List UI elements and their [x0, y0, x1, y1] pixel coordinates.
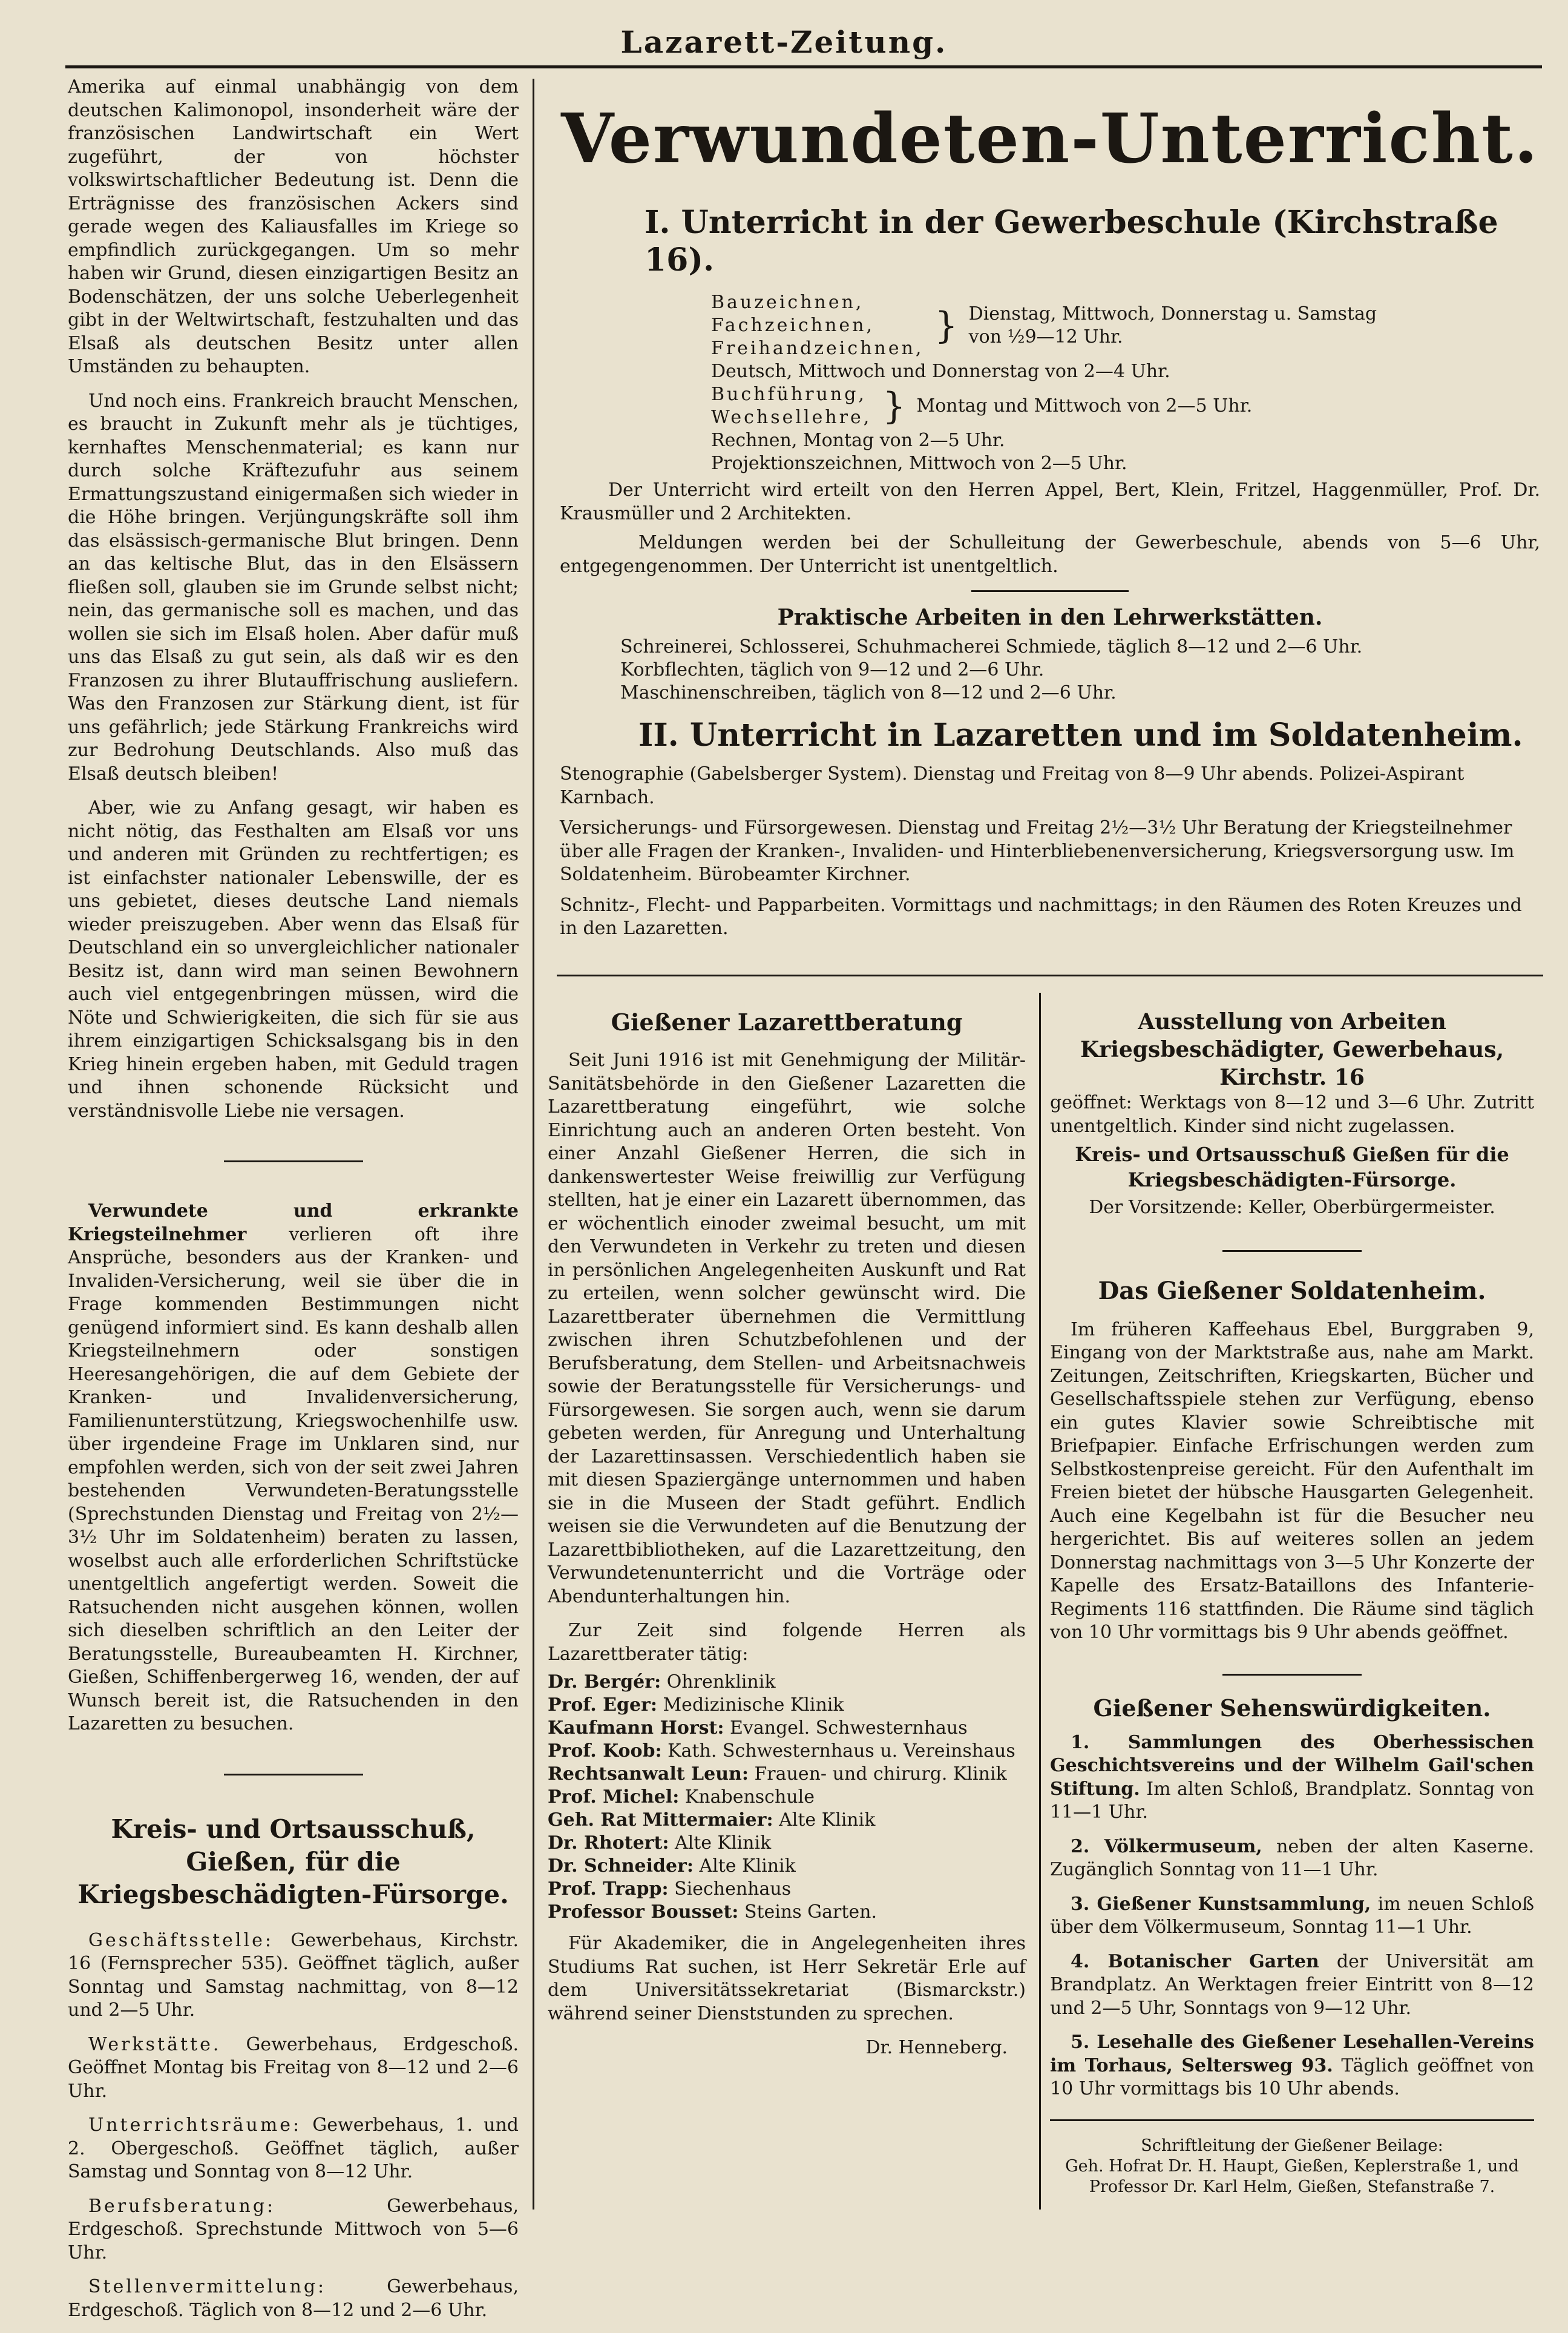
course-time: Montag und Mittwoch von 2—5 Uhr.: [916, 395, 1253, 416]
advisor-name: Rechtsanwalt Leun:: [548, 1763, 749, 1785]
advisor-place: Alte Klinik: [779, 1809, 876, 1831]
divider: [1222, 1674, 1362, 1676]
ausstellung-title: Ausstellung von Arbeiten Kriegsbeschädigter, Gewerbehaus, Kirchstr. 16: [1080, 1009, 1504, 1090]
advisor-name: Dr. Bergér:: [548, 1671, 661, 1693]
kreis-item: Geschäftsstelle: Gewerbehaus, Kirchstr. 16 (Fernsprecher 535). Geöffnet täglich, außer Sonntag und Samstag nachmittag, von 8—12 und 2—5 Uhr.: [68, 1929, 519, 2021]
section-rule: [557, 975, 1543, 976]
advisor-row: [548, 1786, 1026, 1809]
right-column: [1050, 1008, 1534, 2197]
praktisch-list: [560, 636, 1540, 705]
article-paragraph: Und noch eins. Frankreich braucht Menschen, es braucht in Zukunft mehr als je tüchtiges, kernhaftes Menschenmaterial; es kann nur durch solche Kräftezufuhr aus seinem Ermattungszustand einigermaßen sich wieder in die Höhe bringen. Verjüngungskräfte soll ihm das elsässisch-germanische Blut bringen. Denn an das keltische Blut, das in den Elsässern fließen soll, glauben sie im Grunde selbst nicht; nein, das germanische soll es machen, und das wollen sie sich im Elsaß holen. Aber dafür muß uns das Elsaß zu gut sein, als daß wir es den Franzosen zu ihrer Blutauffrischung ausliefern. Was den Franzosen zur Stärkung dient, ist für uns gefährlich; jede Stärkung Frankreichs wird zur Bedrohung Deutschlands. Also muß das Elsaß deutsch bleiben!: [68, 390, 519, 785]
brace-symbol: }: [882, 385, 906, 427]
course-line: Deutsch, Mittwoch und Donnerstag von 2—4 Uhr.: [711, 361, 1170, 382]
course-name: Fachzeichnen,: [711, 315, 874, 336]
advisor-name: Prof. Michel:: [548, 1786, 680, 1808]
sehens-item: 3. Gießener Kunstsammlung, im neuen Schloß über dem Völkermuseum, Sonntag 11—1 Uhr.: [1050, 1893, 1534, 1938]
advisor-row: [548, 1832, 1026, 1855]
beratung-column: [548, 1008, 1026, 2060]
advisor-place: Alte Klinik: [699, 1855, 796, 1877]
ausstellung-chair: Der Vorsitzende: Keller, Oberbürgermeister.: [1089, 1197, 1495, 1218]
schriftleitung-line: Professor Dr. Karl Helm, Gießen, Stefanstraße 7.: [1089, 2177, 1495, 2196]
praktisch-line: Schreinerei, Schlosserei, Schuhmacherei Schmiede, täglich 8—12 und 2—6 Uhr.: [620, 636, 1363, 657]
schriftleitung-line: Geh. Hofrat Dr. H. Haupt, Gießen, Keplerstraße 1, und: [1065, 2156, 1519, 2176]
advisor-name: Dr. Rhotert:: [548, 1832, 669, 1854]
ausstellung-org: Kreis- und Ortsausschuß Gießen für die Kriegsbeschädigten-Fürsorge.: [1075, 1143, 1509, 1191]
advisor-name: Professor Bousset:: [548, 1901, 739, 1923]
kreis-heading: Kreis- und Ortsausschuß, Gießen, für die Kriegsbeschädigten-Fürsorge.: [77, 1814, 509, 1909]
teachers-note: Der Unterricht wird erteilt von den Herren Appel, Bert, Klein, Fritzel, Haggenmüller, Prof. Dr. Krausmüller und 2 Architekten.: [560, 479, 1540, 524]
masthead-rule: [65, 65, 1542, 68]
advisor-name: Prof. Trapp:: [548, 1878, 669, 1900]
advisor-place: Ohrenklinik: [666, 1671, 776, 1693]
course-line: Rechnen, Montag von 2—5 Uhr.: [711, 430, 1005, 451]
advisor-row: [548, 1694, 1026, 1717]
divider: [224, 1160, 363, 1162]
course-name: Wechsellehre,: [711, 407, 872, 428]
advisor-place: Evangel. Schwesternhaus: [730, 1717, 968, 1739]
unterricht-title: Verwundeten-Unterricht.: [561, 99, 1539, 179]
sehens-item: 4. Botanischer Garten der Universität am Brandplatz. An Werktagen freier Eintritt von 8—12 und 2—5 Uhr, Sonntags von 9—12 Uhr.: [1050, 1950, 1535, 2019]
schriftleitung-title: Schriftleitung der Gießener Beilage:: [1141, 2136, 1443, 2155]
brace-symbol: }: [934, 304, 958, 347]
section-one-body: [560, 291, 1540, 475]
wounded-text: verlieren oft ihre Ansprüche, besonders aus der Kranken- und Invaliden-Versicherung, weil sie über die in Frage kommenden Bestimmungen nicht genügend informiert sind. Es kann deshalb allen Kriegsteilnehmern oder sonstigen Heeresangehörigen, die auf dem Gebiete der Kranken- und Invalidenversicherung, Familienunterstützung, Kriegswochenhilfe usw. über irgendeine Frage im Unklaren sind, nur empfohlen werden, sich von der seit zwei Jahren bestehenden Verwundeten-Beratungsstelle (Sprechstunden Dienstag und Freitag von 2½—3½ Uhr im Soldatenheim) beraten zu lassen, woselbst auch alle erforderlichen Schriftstücke unentgeltlich angefertigt werden. Soweit die Ratsuchenden nicht ausgehen können, wollen sich dieselben schriftlich an den Leiter der Beratungsstelle, Bureaubeamten H. Kirchner, Gießen, Schiffenbergerweg 16, wenden, der auf Wunsch bereit ist, die Ratsuchenden in den Lazaretten zu besuchen.: [68, 1223, 519, 1734]
praktisch-line: Korbflechten, täglich von 9—12 und 2—6 Uhr.: [620, 659, 1045, 680]
kreis-item: Stellenvermittelung: Gewerbehaus, Erdgeschoß. Täglich von 8—12 und 2—6 Uhr.: [68, 2276, 519, 2321]
course-name: Buchführung,: [711, 384, 867, 405]
advisor-place: Steins Garten.: [744, 1901, 877, 1923]
course-name: Bauzeichnen,: [711, 292, 864, 313]
advisor-row: [548, 1855, 1026, 1878]
advisor-name: Dr. Schneider:: [548, 1855, 694, 1877]
section-two-title: II. Unterricht in Lazaretten und im Soldatenheim.: [638, 717, 1523, 754]
advisor-place: Alte Klinik: [674, 1832, 772, 1854]
wounded-notice: [68, 1200, 519, 1736]
column-rule-right: [1039, 993, 1041, 2210]
beratung-paragraph: Für Akademiker, die in Angelegenheiten ihres Studiums Rat suchen, ist Herr Sekretär Erle auf dem Universitätssekretariat (Bismarckstr.) während seiner Dienststunden zu sprechen.: [548, 1933, 1026, 2024]
advisor-place: Frauen- und chirurg. Klinik: [754, 1763, 1007, 1785]
advisor-list: [548, 1671, 1026, 1924]
divider: [1222, 1250, 1362, 1252]
course-line: Projektionszeichnen, Mittwoch von 2—5 Uhr.: [711, 453, 1127, 474]
advisor-name: Geh. Rat Mittermaier:: [548, 1809, 773, 1831]
course-group: [711, 291, 1540, 360]
article-paragraph: Aber, wie zu Anfang gesagt, wir haben es nicht nötig, das Festhalten am Elsaß vor uns und anderen mit Gründen zu rechtfertigen; es ist einfachster nationaler Lebenswille, der es uns gebietet, dieses deutsche Land niemals wieder preiszugeben. Aber wenn das Elsaß für Deutschland ein so unvergleichlicher nationaler Besitz ist, dann wird man seinen Bewohnern auch viel entgegenbringen müssen, wird die Nöte und Schwierigkeiten, die sich für sie aus ihrem einzigartigen Schicksalsgang bis in den Krieg hinein ergeben haben, mit Geduld tragen und ihnen schonende Rücksicht und verständnisvolle Liebe nie versagen.: [68, 797, 519, 1122]
advisor-row: [548, 1763, 1026, 1786]
wounded-lead: Verwundete und erkrankte Kriegsteilnehmer: [68, 1200, 519, 1245]
praktisch-line: Maschinenschreiben, täglich von 8—12 und 2—6 Uhr.: [620, 682, 1117, 703]
signature: Dr. Henneberg.: [865, 2037, 1008, 2058]
advisor-row: [548, 1809, 1026, 1832]
soldatenheim-text: Im früheren Kaffeehaus Ebel, Burggraben 9, Eingang von der Marktstraße aus, nahe am Markt. Zeitungen, Zeitschriften, Kriegskarten, Bücher und Gesellschaftsspiele stehen zur Verfügung, ebenso ein gutes Klavier sowie Schreibtische mit Briefpapier. Einfache Erfrischungen werden zum Selbstkostenpreise gereicht. Für den Aufenthalt im Freien bietet der hübsche Hausgarten Gelegenheit. Auch eine Kegelbahn ist für die Besucher neu hergerichtet. Bis auf weiteres sollen an jedem Donnerstag nachmittags von 3—5 Uhr Konzerte der Kapelle des Ersatz-Bataillons des Infanterie-Regiments 116 stattfinden. Die Räume sind täglich von 10 Uhr vormittags bis 9 Uhr abends geöffnet.: [1050, 1318, 1534, 1643]
sehens-item: 1. Sammlungen des Oberhessischen Geschichtsvereins und der Wilhelm Gail'schen Stiftung. Im alten Schloß, Brandplatz. Sonntag von 11—1 Uhr.: [1050, 1731, 1535, 1823]
beratung-title: Gießener Lazarettberatung: [611, 1009, 963, 1036]
advisor-row: [548, 1717, 1026, 1740]
advisor-row: [548, 1901, 1026, 1924]
unterricht-section: [560, 100, 1540, 941]
advisor-place: Siechenhaus: [674, 1878, 792, 1900]
advisor-row: [548, 1671, 1026, 1694]
sehens-item: 5. Lesehalle des Gießener Lesehallen-Vereins im Torhaus, Seltersweg 93. Täglich geöffnet von 10 Uhr vormittags bis 10 Uhr abends.: [1050, 2032, 1534, 2099]
ausstellung-text: geöffnet: Werktags von 8—12 und 3—6 Uhr. Zutritt unentgeltlich. Kinder sind nicht zugelassen.: [1050, 1092, 1534, 1137]
versicherung-course: Versicherungs- und Fürsorgewesen. Dienstag und Freitag 2½—3½ Uhr Beratung der Kriegsteilnehmer über alle Fragen der Kranken-, Invaliden- und Hinterbliebenenversicherung, Kriegsversorgung usw. Im Soldatenheim. Bürobeamter Kirchner.: [560, 817, 1515, 885]
divider: [971, 590, 1129, 592]
advisor-name: Prof. Koob:: [548, 1740, 662, 1762]
advisor-place: Kath. Schwesternhaus u. Vereinshaus: [668, 1740, 1015, 1762]
praktisch-title: Praktische Arbeiten in den Lehrwerkstätten.: [777, 605, 1323, 630]
kreis-item: Berufsberatung: Gewerbehaus, Erdgeschoß. Sprechstunde Mittwoch von 5—6 Uhr.: [68, 2195, 519, 2263]
advisor-row: [548, 1878, 1026, 1901]
advisor-place: Knabenschule: [684, 1786, 815, 1808]
course-time: Dienstag, Mittwoch, Donnerstag u. Samstag von ½9—12 Uhr.: [968, 303, 1377, 347]
sehens-title: Gießener Sehenswürdigkeiten.: [1093, 1694, 1491, 1722]
column-rule-left: [533, 79, 534, 2210]
beratung-paragraph: Seit Juni 1916 ist mit Genehmigung der Militär-Sanitätsbehörde in den Gießener Lazaretten die Lazarettberatung eingeführt, wie solche Einrichtung auch an anderen Orten besteht. Von einer Anzahl Gießener Herren, die sich in dankenswertester Weise freiwillig zur Verfügung stellten, hat je einer ein Lazarett übernommen, das er wöchentlich einoder zweimal besucht, um mit den Verwundeten in Verkehr zu treten und diesen in persönlichen Angelegenheiten Auskunft und Rat zu erteilen, wenn solcher gewünscht wird. Die Lazarettberater übernehmen die Vermittlung zwischen ihren Schutzbefohlenen und der Berufsberatung, dem Stellen- und Arbeitsnachweis sowie der Beratungsstelle für Versicherungs- und Fürsorgewesen. Sie sorgen auch, wenn sie darum gebeten werden, für Anregung und Unterhaltung der Lazarettinsassen. Verschiedentlich haben sie mit diesen Spaziergänge unternommen und haben sie in die Museen der Stadt geführt. Endlich weisen sie die Verwundeten auf die Benutzung der Lazarettbibliotheken, auf die Lazarettzeitung, den Verwundetenunterricht und die Vorträge oder Abendunterhaltungen hin.: [548, 1050, 1026, 1607]
beratung-paragraph: Zur Zeit sind folgende Herren als Lazarettberater tätig:: [548, 1620, 1026, 1665]
sehens-item: 2. Völkermuseum, neben der alten Kaserne. Zugänglich Sonntag von 11—1 Uhr.: [1050, 1835, 1534, 1880]
soldatenheim-title: Das Gießener Soldatenheim.: [1098, 1276, 1486, 1305]
course-group: [711, 383, 1540, 429]
advisor-row: [548, 1740, 1026, 1763]
left-column: [68, 76, 519, 2333]
kreis-item: Unterrichtsräume: Gewerbehaus, 1. und 2. Obergeschoß. Geöffnet täglich, außer Samstag und Sonntag von 8—12 Uhr.: [68, 2114, 519, 2182]
schnitz-course: Schnitz-, Flecht- und Papparbeiten. Vormittags und nachmittags; in den Räumen des Roten Kreuzes und in den Lazaretten.: [560, 894, 1522, 939]
section-one-title: I. Unterricht in der Gewerbeschule (Kirchstraße 16).: [645, 204, 1498, 278]
kreis-item: Werkstätte. Gewerbehaus, Erdgeschoß. Geöffnet Montag bis Freitag von 8—12 und 2—6 Uhr.: [68, 2033, 519, 2102]
advisor-name: Kaufmann Horst:: [548, 1717, 724, 1739]
advisor-place: Medizinische Klinik: [663, 1694, 844, 1716]
divider: [1050, 2119, 1534, 2121]
article-paragraph: Amerika auf einmal unabhängig von dem deutschen Kalimonopol, insonderheit wäre der französischen Landwirtschaft ein Wert zugeführt, der von höchster volkswirtschaftlicher Bedeutung ist. Denn die Erträgnisse des französischen Ackers sind gerade wegen des Kaliausfalles im Kriege so empfindlich zurückgegangen. Um so mehr haben wir Grund, diesen einzigartigen Besitz an Bodenschätzen, der uns solche Ueberlegenheit gibt in der Weltwirtschaft, festzuhalten und das Elsaß als deutschen Besitz unter allen Umständen zu behaupten.: [68, 76, 519, 377]
masthead: Lazarett-Zeitung.: [620, 24, 948, 60]
steno-course: Stenographie (Gabelsberger System). Dienstag und Freitag von 8—9 Uhr abends. Polizei-Aspirant Karnbach.: [560, 763, 1465, 808]
course-name: Freihandzeichnen,: [711, 338, 924, 359]
advisor-name: Prof. Eger:: [548, 1694, 657, 1716]
registration-note: Meldungen werden bei der Schulleitung der Gewerbeschule, abends von 5—6 Uhr, entgegengenommen. Der Unterricht ist unentgeltlich.: [560, 532, 1540, 577]
divider: [224, 1774, 363, 1775]
